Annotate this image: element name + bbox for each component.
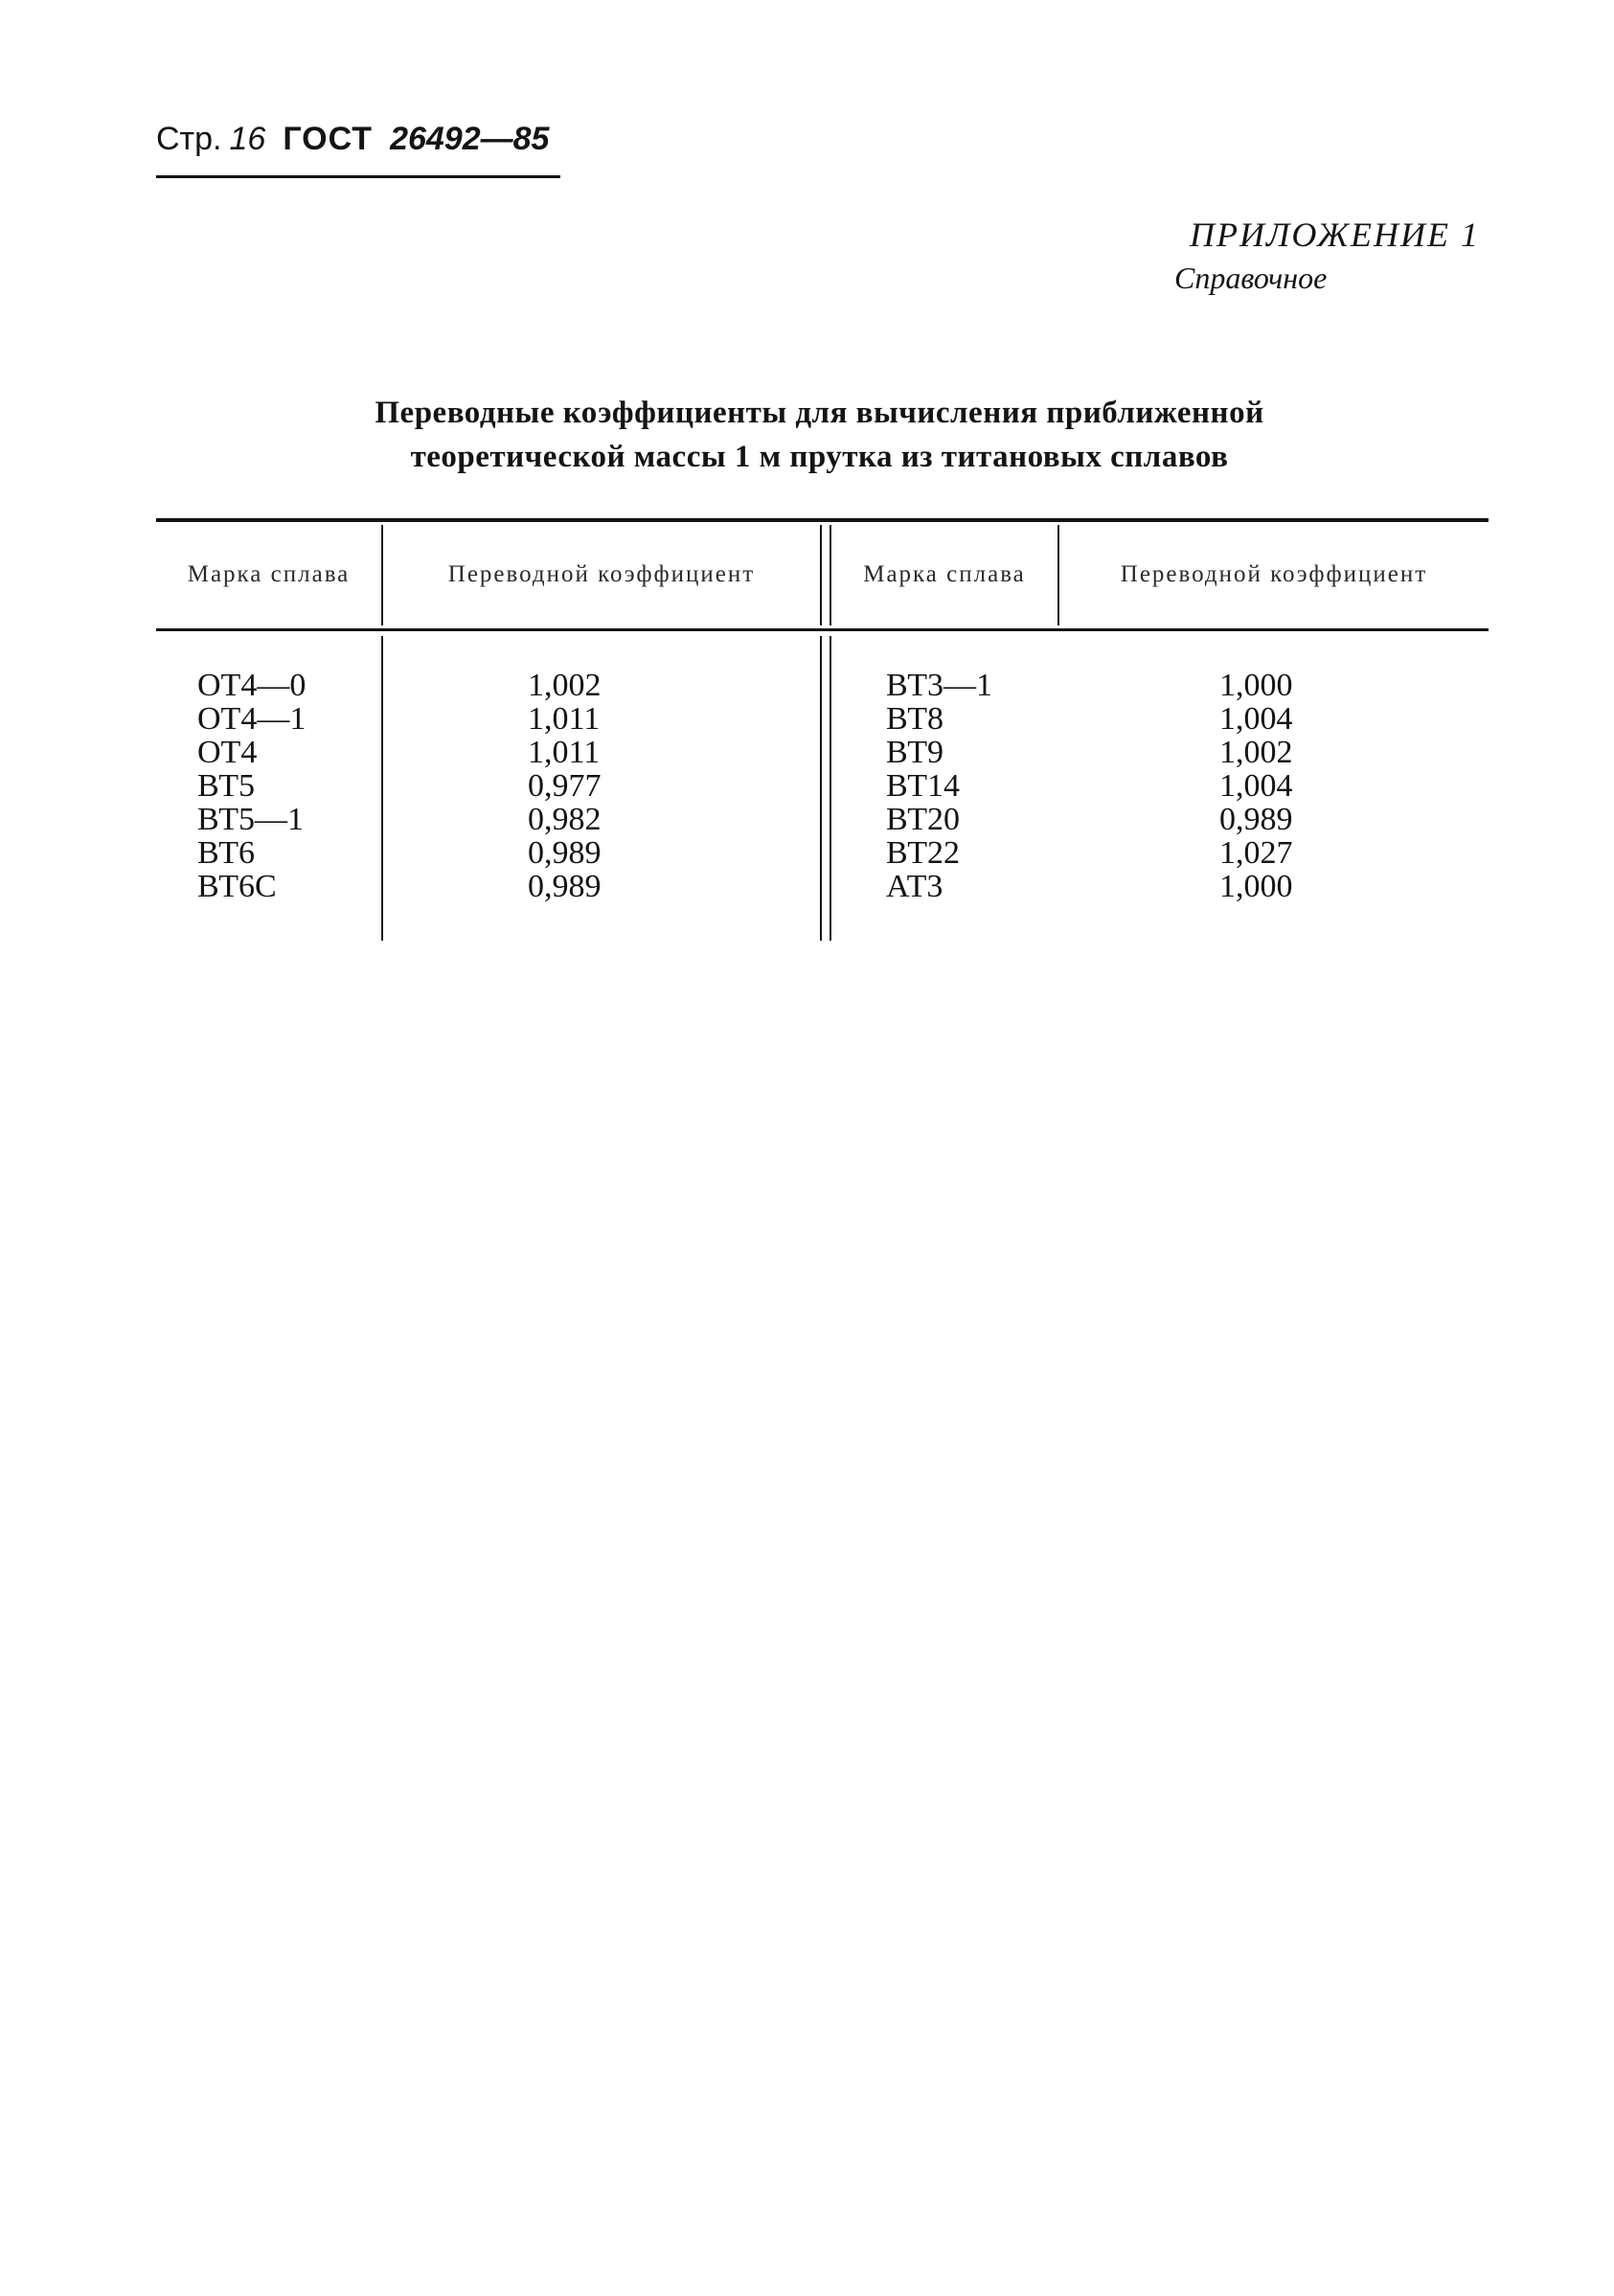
coefficient-cell: 0,989 [528, 869, 602, 904]
coefficient-cell: 1,002 [528, 668, 602, 703]
appendix-title: ПРИЛОЖЕНИЕ 1 [1190, 216, 1480, 254]
coefficient-cell: 1,000 [1219, 869, 1293, 904]
grade-cell: ВТ20 [886, 802, 960, 837]
grade-cell: ВТ14 [886, 768, 960, 804]
column-divider [830, 636, 831, 941]
coefficient-cell: 1,011 [528, 735, 601, 770]
coefficient-cell: 0,989 [1219, 802, 1293, 837]
page-header [156, 123, 549, 155]
column-divider [381, 636, 383, 941]
page-number: 16 [229, 121, 266, 157]
coefficient-cell: 1,000 [1219, 668, 1293, 703]
column-divider [820, 636, 822, 941]
table-caption-line-1: Переводные коэффициенты для вычисления приближенной [375, 396, 1264, 430]
standard-label: ГОСТ [283, 121, 374, 157]
coefficient-column-left [528, 669, 602, 903]
grade-cell: ОТ4 [197, 735, 258, 770]
column-divider [820, 525, 822, 625]
grade-cell: ВТ22 [886, 835, 960, 871]
grade-cell: ВТ5 [197, 768, 255, 804]
coefficient-cell: 1,004 [1219, 701, 1293, 737]
grade-cell: ОТ4—0 [197, 668, 307, 703]
appendix-subtitle: Справочное [1174, 261, 1328, 295]
coefficient-cell: 1,004 [1219, 768, 1293, 804]
column-header-coefficient-left: Переводной коэффициент [447, 561, 756, 587]
grade-column-left [197, 669, 306, 903]
table-caption-line-2: теоретической массы 1 м прутка из титановых сплавов [410, 440, 1229, 474]
grade-cell: ВТ3—1 [886, 668, 992, 703]
table-top-rule [156, 518, 1489, 522]
header-underline [156, 175, 560, 178]
grade-cell: ОТ4—1 [197, 701, 307, 737]
column-header-grade-right: Марка сплава [863, 561, 1026, 587]
coefficient-column-right [1219, 669, 1293, 903]
grade-cell: ВТ5—1 [197, 802, 304, 837]
coefficient-cell: 0,982 [528, 802, 602, 837]
table-header-rule [156, 628, 1489, 631]
page-prefix: Стр. [156, 121, 222, 157]
coefficient-cell: 0,989 [528, 835, 602, 871]
coefficient-cell: 1,027 [1219, 835, 1293, 871]
column-header-coefficient-right: Переводной коэффициент [1120, 561, 1428, 587]
grade-cell: АТ3 [886, 869, 943, 904]
grade-cell: ВТ9 [886, 735, 943, 770]
grade-cell: ВТ6 [197, 835, 255, 871]
table-caption [156, 391, 1483, 479]
grade-column-right [886, 669, 992, 903]
grade-cell: ВТ8 [886, 701, 943, 737]
column-header-grade-left: Марка сплава [187, 561, 351, 587]
document-number: 26492—85 [390, 121, 550, 157]
grade-cell: ВТ6С [197, 869, 277, 904]
coefficient-cell: 0,977 [528, 768, 602, 804]
coefficient-cell: 1,002 [1219, 735, 1293, 770]
coefficient-cell: 1,011 [528, 701, 601, 737]
